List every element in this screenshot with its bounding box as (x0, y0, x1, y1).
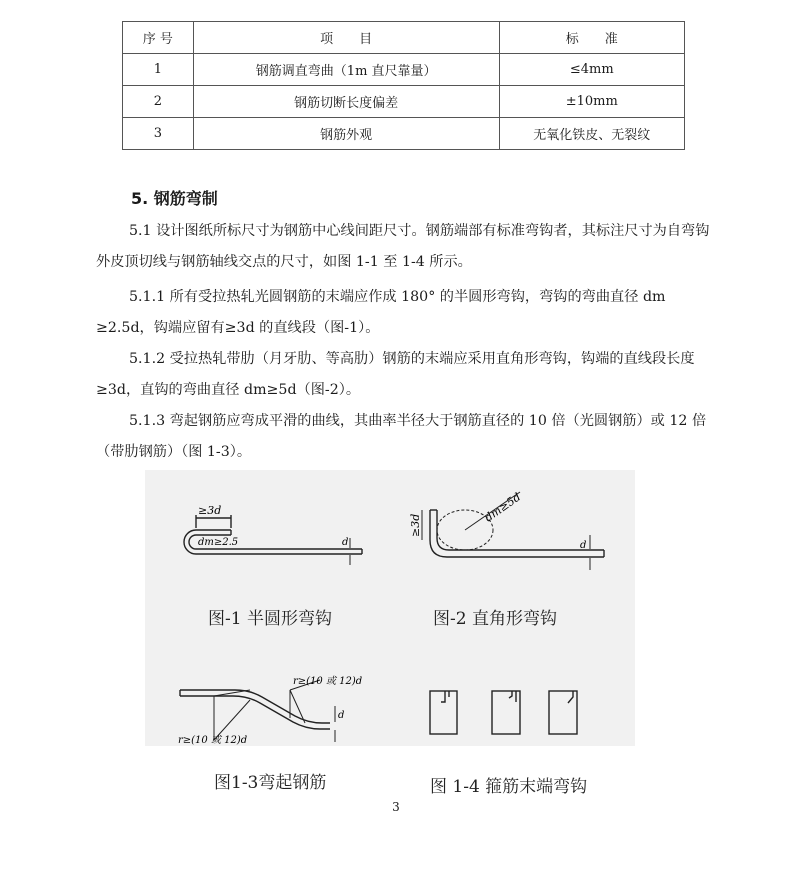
page-number: 3 (392, 800, 400, 814)
fig1-label-dm: dm≥2.5 (198, 537, 239, 548)
table-cell: 钢筋切断长度偏差 (193, 86, 499, 118)
paragraph-5-1: 5.1 设计图纸所标尺寸为钢筋中心线间距尺寸。钢筋端部有标准弯钩者，其标注尺寸为自弯钩外皮顶切线与钢筋轴线交点的尺寸，如图 1-1 至 1-4 所示。 (96, 223, 710, 270)
table-cell: 无氧化铁皮、无裂纹 (499, 118, 684, 150)
figure-3-bent-up-bar (180, 680, 335, 742)
table-cell: ±10mm (499, 86, 684, 118)
fig3-label-bottom: r≥(10 或 12)d (178, 735, 248, 746)
header-cell-standard: 标 准 (499, 22, 684, 54)
section-title: 5. 钢筋弯制 (131, 189, 218, 208)
header-cell-item: 项 目 (193, 22, 499, 54)
caption-figure-2: 图-2 直角形弯钩 (433, 609, 557, 629)
fig2-label-dm: dm≥5d (482, 490, 524, 525)
fig3-label-d: d (338, 710, 345, 721)
figure-4-stirrup-hooks (430, 691, 577, 734)
table-cell: 3 (123, 118, 194, 150)
paragraph-5-1-1: 5.1.1 所有受拉热轧光圆钢筋的末端应作成 180° 的半圆形弯钩，弯钩的弯曲直径 dm ≥2.5d，钩端应留有≥3d 的直线段（图-1）。 (96, 289, 666, 336)
table-cell: ≤4mm (499, 54, 684, 86)
table-cell: 钢筋调直弯曲（1m 直尺靠量） (193, 54, 499, 86)
table-cell: 1 (123, 54, 194, 86)
header-cell-index: 序 号 (123, 22, 194, 54)
fig3-label-top: r≥(10 或 12)d (293, 676, 363, 687)
fig2-label-d: d (580, 540, 587, 551)
caption-figure-4: 图 1-4 箍筋末端弯钩 (430, 777, 588, 797)
caption-figure-3: 图1-3弯起钢筋 (214, 773, 327, 793)
paragraph-5-1-2: 5.1.2 受拉热轧带肋（月牙肋、等高肋）钢筋的末端应采用直角形弯钩，钩端的直线段长度≥3d，直钩的弯曲直径 dm≥5d（图-2）。 (96, 351, 695, 398)
paragraph-5-1-3: 5.1.3 弯起钢筋应弯成平滑的曲线，其曲率半径大于钢筋直径的 10 倍（光圆钢筋）或 12 倍（带肋钢筋）（图 1-3）。 (96, 413, 707, 460)
fig2-label-side: ≥3d (409, 513, 422, 537)
caption-figure-1: 图-1 半圆形弯钩 (208, 609, 332, 629)
table-cell: 钢筋外观 (193, 118, 499, 150)
fig1-label-d: d (342, 537, 349, 548)
table-cell: 2 (123, 86, 194, 118)
fig1-label-top: ≥3d (198, 504, 222, 517)
